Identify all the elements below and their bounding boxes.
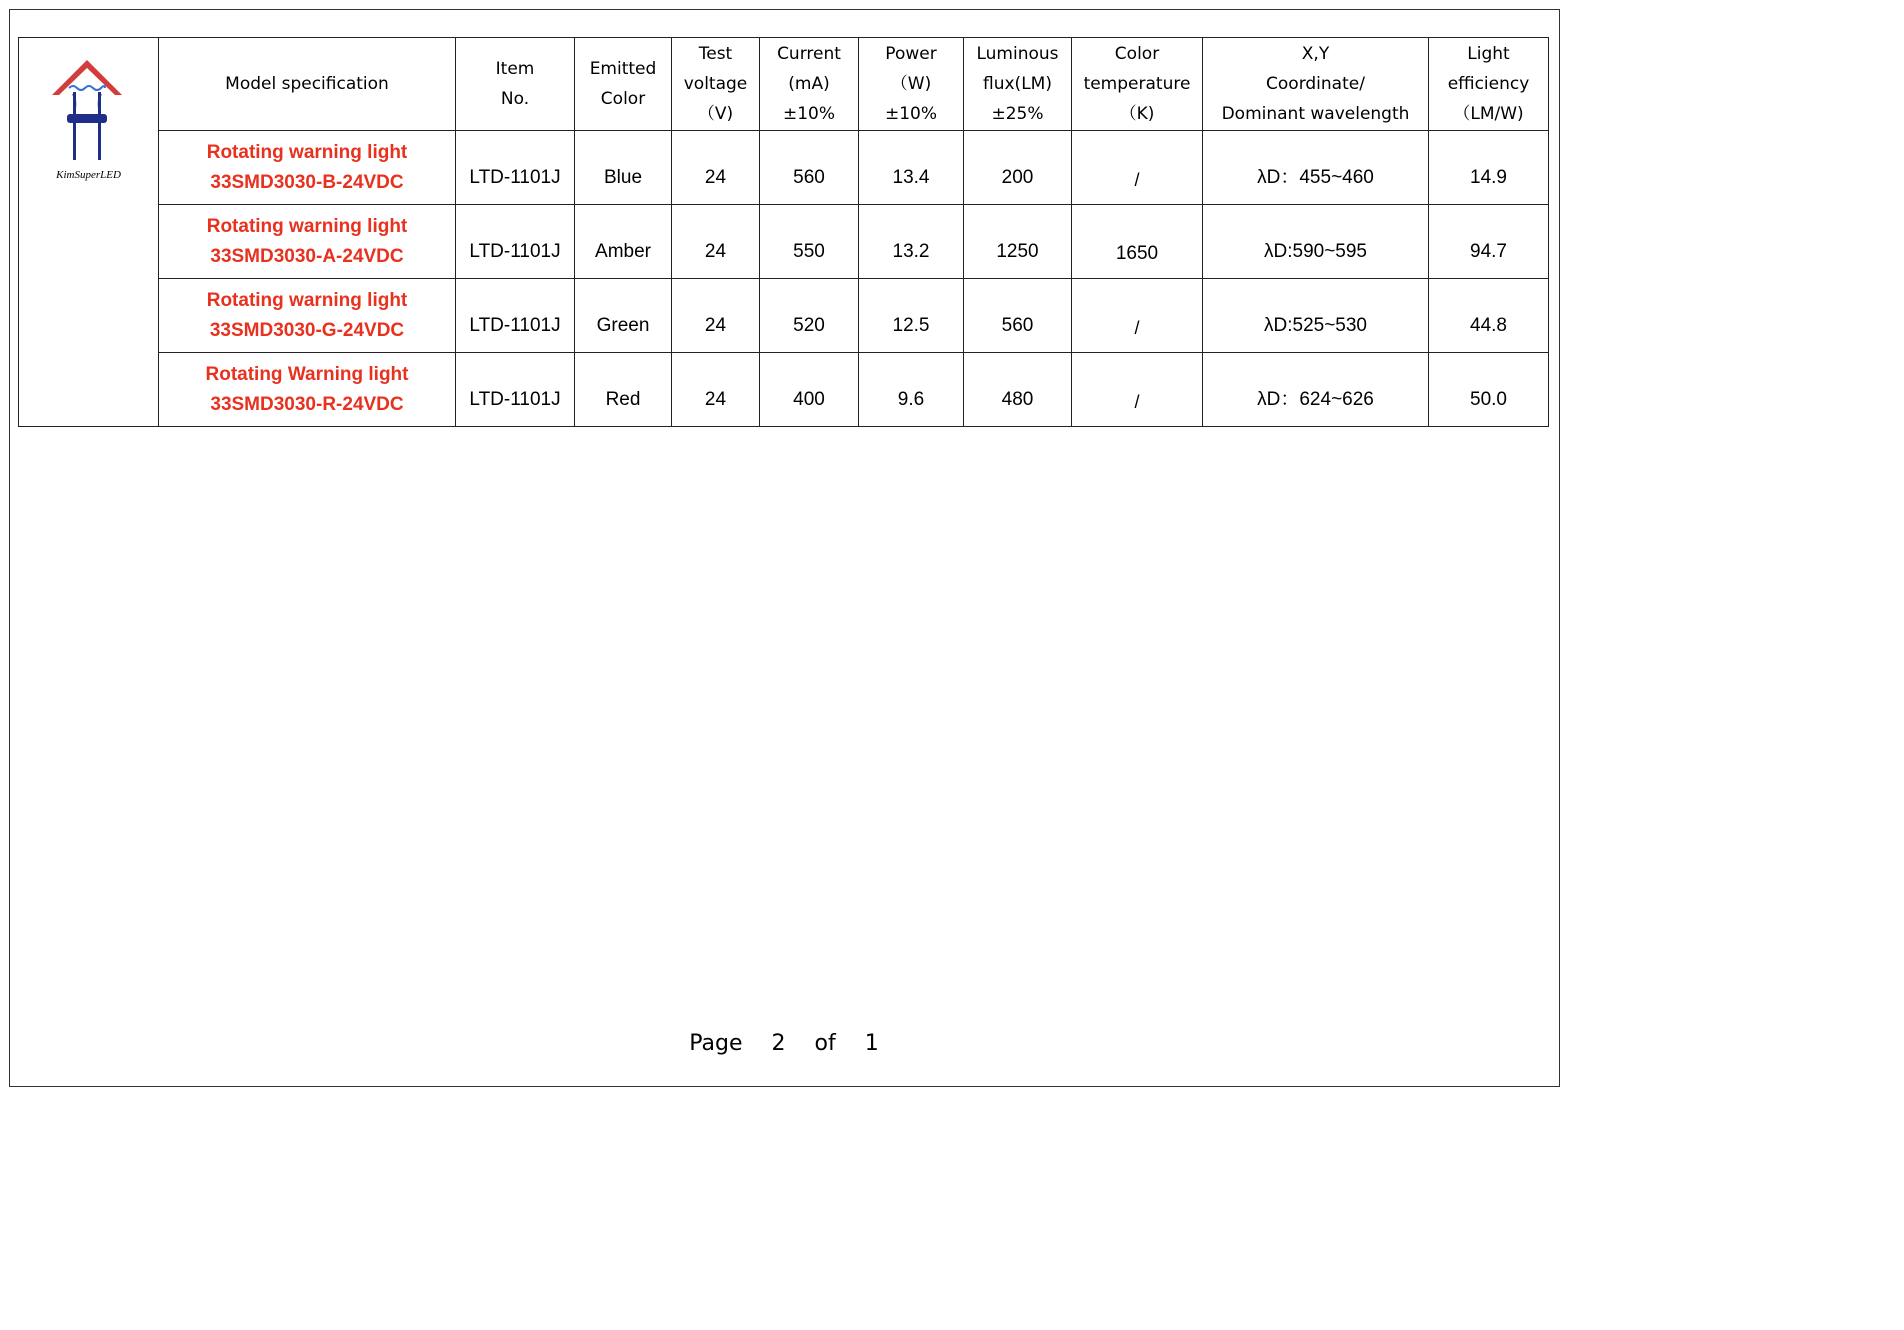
voltage-cell: 24 [672, 131, 760, 205]
model-spec-cell: Rotating warning light 33SMD3030-G-24VDC [159, 279, 456, 353]
page-total: 1 [864, 1031, 879, 1056]
logo-brand-text: KimSuperLED [56, 169, 121, 181]
table-row [19, 205, 1549, 279]
page-number: 2 [771, 1031, 786, 1056]
item-no-cell: LTD-1101J [456, 131, 575, 205]
current-cell: 400 [760, 353, 859, 427]
logo-cell [19, 38, 159, 427]
efficiency-cell: 50.0 [1429, 353, 1549, 427]
current-cell: 560 [760, 131, 859, 205]
item-no-cell: LTD-1101J [456, 353, 575, 427]
wavelength-cell: λD：455~460 [1203, 131, 1429, 205]
cct-cell: / [1072, 131, 1203, 205]
header-emitted-color: Emitted Color [575, 38, 672, 131]
power-cell: 9.6 [859, 353, 964, 427]
header-test-voltage: Test voltage （V) [672, 38, 760, 131]
voltage-cell: 24 [672, 279, 760, 353]
color-cell: Green [575, 279, 672, 353]
cct-cell: / [1072, 353, 1203, 427]
flux-cell: 560 [964, 279, 1072, 353]
page-word: Page [689, 1031, 743, 1056]
table-row [19, 131, 1549, 205]
current-cell: 520 [760, 279, 859, 353]
table-row [19, 279, 1549, 353]
header-coordinate: X,Y Coordinate/ Dominant wavelength [1203, 38, 1429, 131]
wavelength-cell: λD：624~626 [1203, 353, 1429, 427]
model-spec-cell: Rotating Warning light 33SMD3030-R-24VDC [159, 353, 456, 427]
model-spec-cell: Rotating warning light 33SMD3030-B-24VDC [159, 131, 456, 205]
header-luminous-flux: Luminous flux(LM) ±25% [964, 38, 1072, 131]
power-cell: 12.5 [859, 279, 964, 353]
table-header-row [19, 38, 1549, 131]
voltage-cell: 24 [672, 353, 760, 427]
header-power: Power （W) ±10% [859, 38, 964, 131]
flux-cell: 1250 [964, 205, 1072, 279]
cct-cell: 1650 [1072, 205, 1203, 279]
current-cell: 550 [760, 205, 859, 279]
model-spec-cell: Rotating warning light 33SMD3030-A-24VDC [159, 205, 456, 279]
cct-cell: / [1072, 279, 1203, 353]
wavelength-cell: λD:590~595 [1203, 205, 1429, 279]
color-cell: Amber [575, 205, 672, 279]
efficiency-cell: 14.9 [1429, 131, 1549, 205]
power-cell: 13.4 [859, 131, 964, 205]
page-footer [0, 1031, 1568, 1056]
item-no-cell: LTD-1101J [456, 205, 575, 279]
header-current: Current (mA) ±10% [760, 38, 859, 131]
item-no-cell: LTD-1101J [456, 279, 575, 353]
color-cell: Red [575, 353, 672, 427]
flux-cell: 480 [964, 353, 1072, 427]
color-cell: Blue [575, 131, 672, 205]
efficiency-cell: 44.8 [1429, 279, 1549, 353]
header-light-efficiency: Light efficiency （LM/W) [1429, 38, 1549, 131]
table-row [19, 353, 1549, 427]
of-word: of [814, 1031, 836, 1056]
voltage-cell: 24 [672, 205, 760, 279]
wavelength-cell: λD:525~530 [1203, 279, 1429, 353]
efficiency-cell: 94.7 [1429, 205, 1549, 279]
spec-table [18, 37, 1549, 427]
flux-cell: 200 [964, 131, 1072, 205]
header-model-spec: Model specification [159, 38, 456, 131]
header-item-no: Item No. [456, 38, 575, 131]
power-cell: 13.2 [859, 205, 964, 279]
header-color-temperature: Color temperature （K) [1072, 38, 1203, 131]
kimsuperled-logo-icon [47, 60, 127, 160]
